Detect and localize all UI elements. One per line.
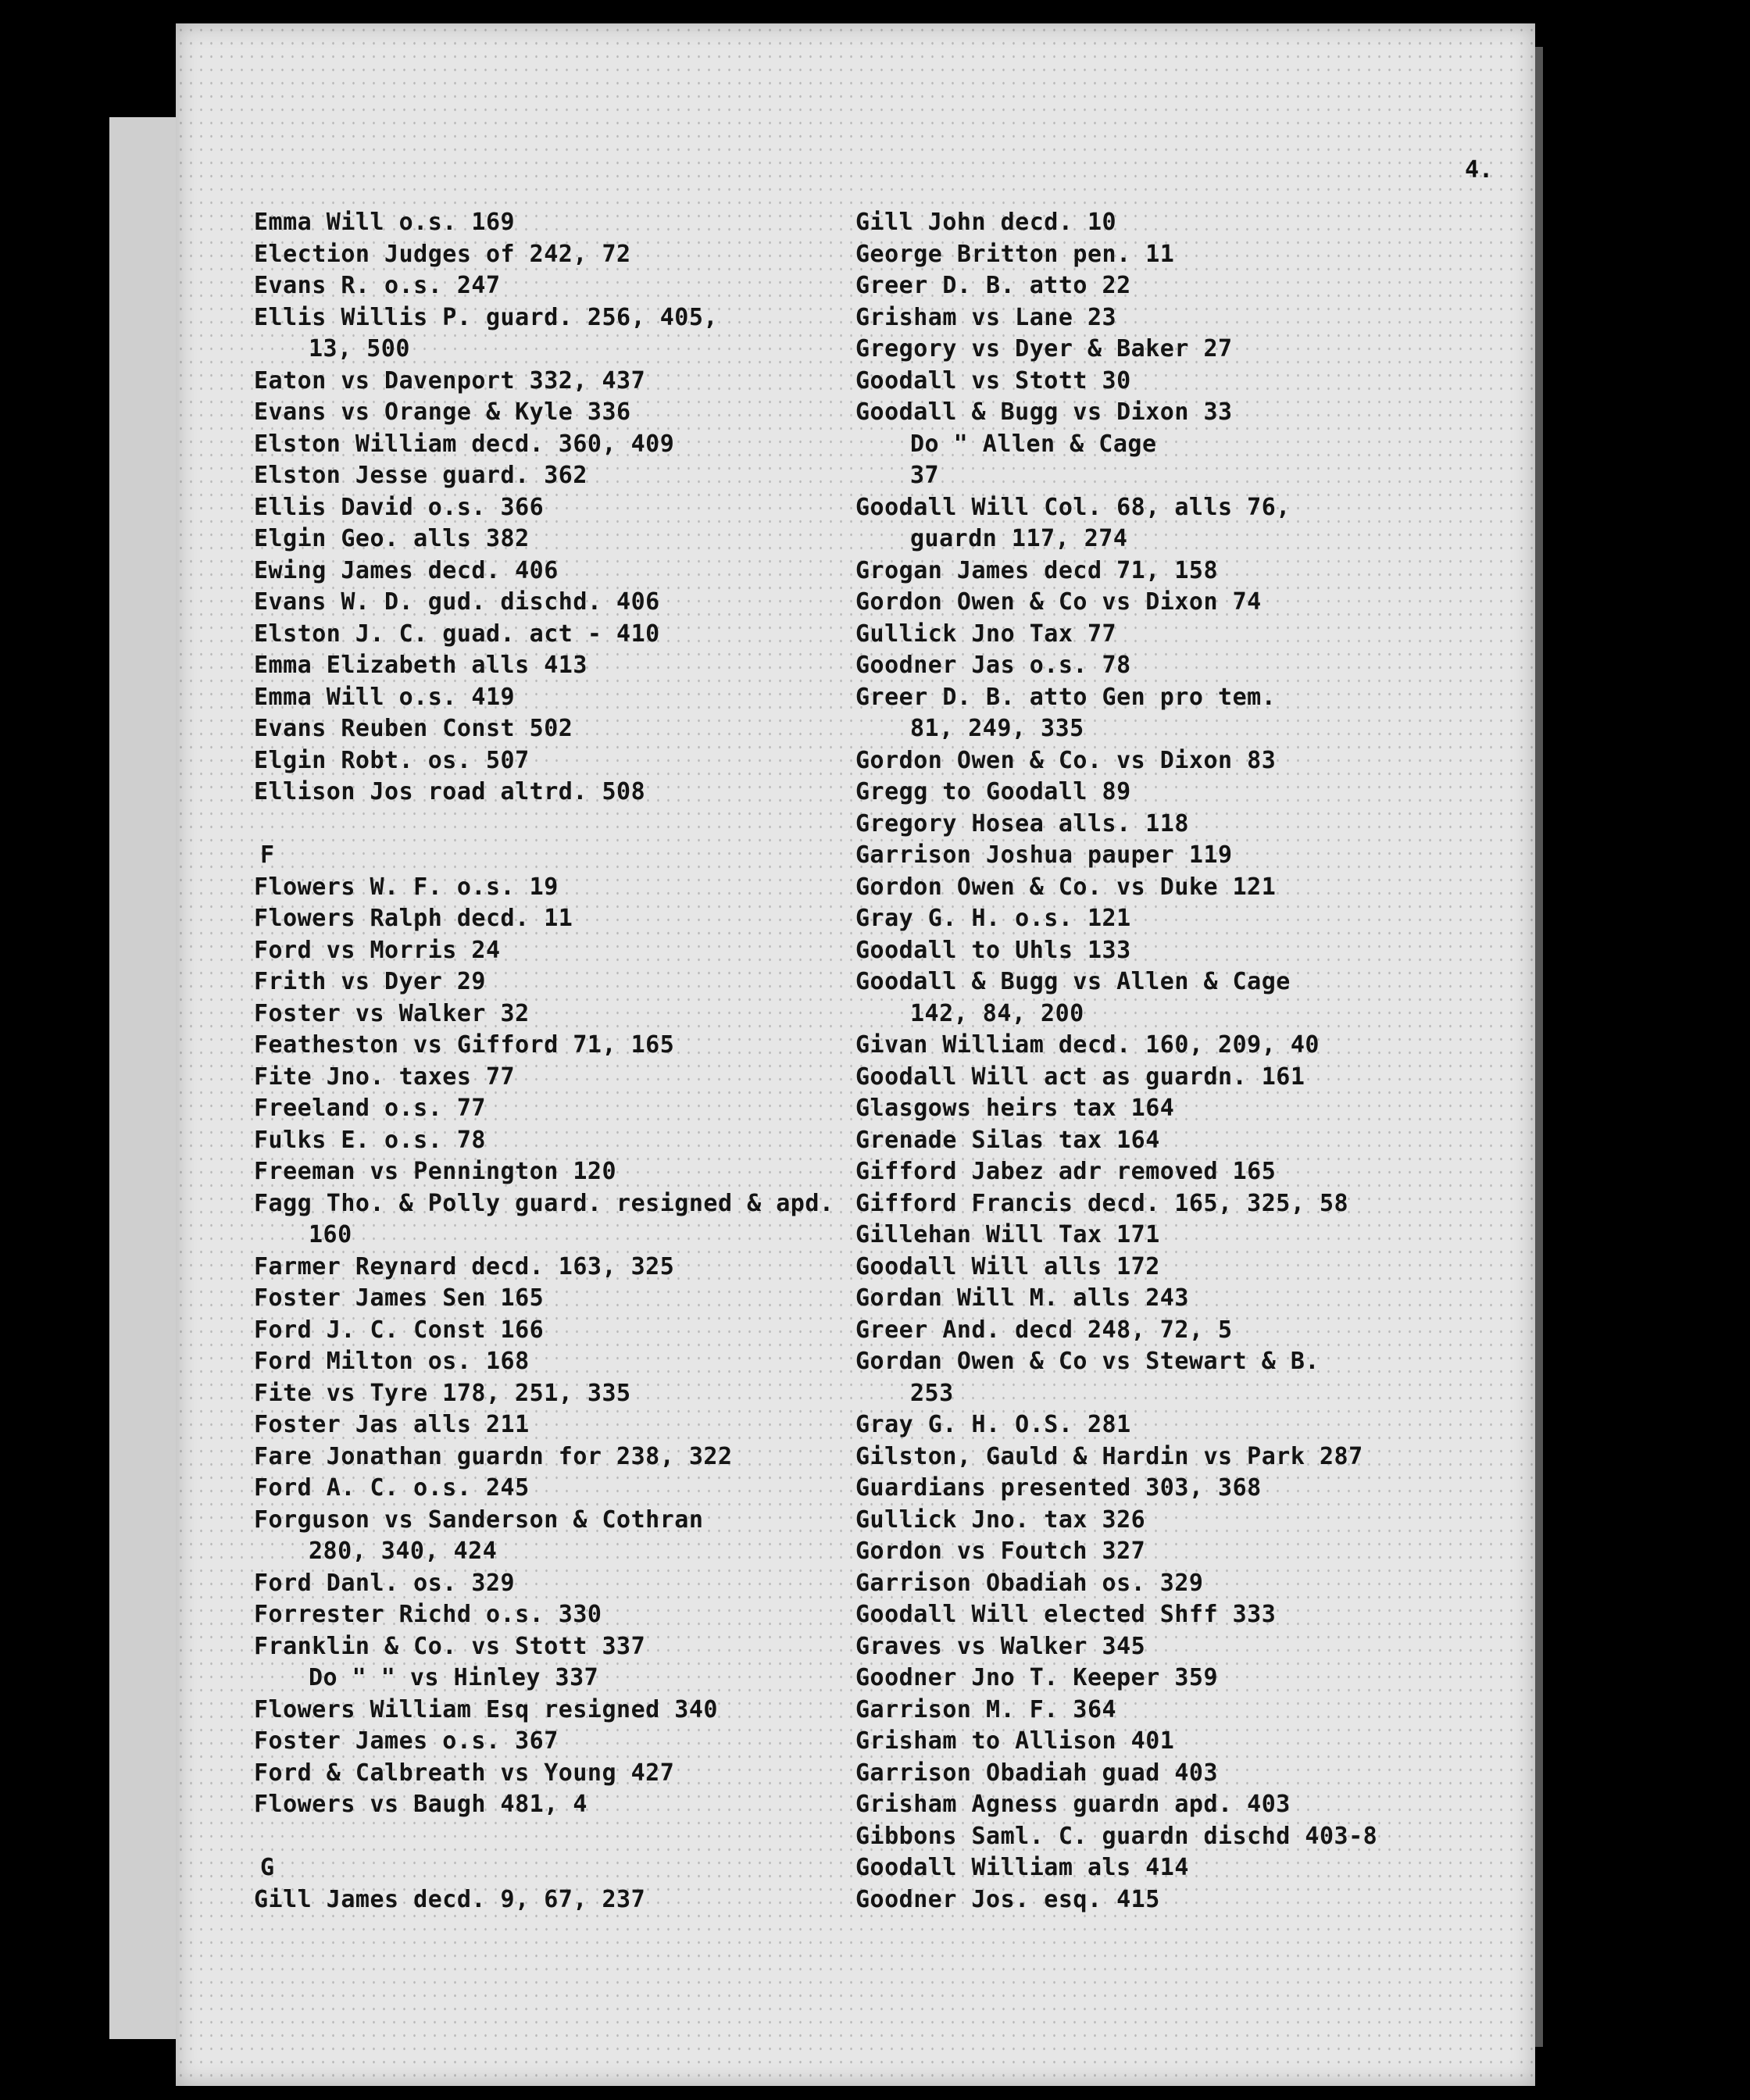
index-entry: Goodall Will elected Shff 333 — [855, 1601, 1277, 1628]
index-entry: Freeland o.s. 77 — [254, 1095, 486, 1122]
index-entry: 253 — [910, 1379, 954, 1407]
index-entry: Flowers vs Baugh 481, 4 — [254, 1791, 588, 1818]
index-entry: Foster James o.s. 367 — [254, 1727, 559, 1755]
index-entry: Ellis Willis P. guard. 256, 405, — [254, 303, 718, 331]
index-entry: Ellison Jos road altrd. 508 — [254, 778, 646, 805]
index-entry: Emma Will o.s. 419 — [254, 683, 516, 711]
index-entry: Ford A. C. o.s. 245 — [254, 1474, 530, 1502]
index-entry: Goodner Jno T. Keeper 359 — [855, 1664, 1219, 1691]
index-entry: Elgin Geo. alls 382 — [254, 525, 530, 552]
index-entry: Gullick Jno. tax 326 — [855, 1505, 1146, 1534]
index-entry: Flowers W. F. o.s. 19 — [254, 873, 559, 901]
right-column — [855, 207, 1527, 1916]
index-entry: Gray G. H. o.s. 121 — [855, 905, 1131, 932]
index-entry: Goodall Will alls 172 — [855, 1252, 1160, 1280]
index-entry: Graves vs Walker 345 — [855, 1632, 1146, 1660]
index-entry: Gregory Hosea alls. 118 — [855, 809, 1189, 838]
index-entry: Garrison Joshua pauper 119 — [855, 841, 1233, 869]
index-entry: Featheston vs Gifford 71, 165 — [254, 1031, 675, 1059]
index-entry: Elston J. C. guad. act - 410 — [254, 620, 660, 648]
index-entry: Gill James decd. 9, 67, 237 — [254, 1885, 646, 1913]
index-entry: Goodall & Bugg vs Allen & Cage — [855, 968, 1291, 995]
index-entry: Greer D. B. atto Gen pro tem. — [855, 683, 1277, 711]
index-entry: Foster vs Walker 32 — [254, 999, 530, 1027]
index-entry: Gifford Jabez adr removed 165 — [855, 1158, 1277, 1185]
index-entry: Fulks E. o.s. 78 — [254, 1126, 486, 1154]
index-entry: Ford Danl. os. 329 — [254, 1569, 516, 1597]
index-entry: Goodall Will act as guardn. 161 — [855, 1062, 1305, 1091]
index-entry: Goodall vs Stott 30 — [855, 366, 1131, 395]
index-entry: Guardians presented 303, 368 — [855, 1474, 1262, 1502]
index-entry: Fagg Tho. & Polly guard. resigned & apd. — [254, 1189, 834, 1217]
index-entry: Evans vs Orange & Kyle 336 — [254, 398, 631, 426]
index-entry: Greer And. decd 248, 72, 5 — [855, 1316, 1233, 1344]
index-entry: Gordon Owen & Co vs Dixon 74 — [855, 588, 1262, 616]
index-entry: Gill John decd. 10 — [855, 209, 1117, 236]
index-entry: Gregg to Goodall 89 — [855, 778, 1131, 805]
index-entry: Fite Jno. taxes 77 — [254, 1062, 516, 1091]
index-entry: Ford J. C. Const 166 — [254, 1316, 545, 1344]
index-entry: Eaton vs Davenport 332, 437 — [254, 366, 646, 395]
index-entry: Do " " vs Hinley 337 — [309, 1664, 599, 1691]
page-number: 4. — [1465, 156, 1494, 184]
index-entry: 160 — [309, 1221, 352, 1248]
index-entry: Flowers Ralph decd. 11 — [254, 905, 573, 932]
index-entry: Gordon vs Foutch 327 — [855, 1538, 1146, 1565]
index-entry: Gordan Owen & Co vs Stewart & B. — [855, 1348, 1320, 1375]
index-entry: Ford vs Morris 24 — [254, 936, 501, 964]
index-entry: George Britton pen. 11 — [855, 240, 1175, 268]
index-entry: Elgin Robt. os. 507 — [254, 746, 530, 774]
index-entry: Forrester Richd o.s. 330 — [254, 1601, 602, 1628]
index-entry: Evans Reuben Const 502 — [254, 715, 573, 742]
index-entry: Garrison Obadiah os. 329 — [855, 1569, 1204, 1597]
index-entry: Election Judges of 242, 72 — [254, 240, 631, 268]
index-entry: 37 — [910, 462, 940, 489]
index-entry: Evans R. o.s. 247 — [254, 272, 501, 299]
index-entry: Garrison Obadiah guad 403 — [855, 1759, 1219, 1787]
index-entry: Foster James Sen 165 — [254, 1284, 545, 1312]
index-entry: Goodall Will Col. 68, alls 76, — [855, 493, 1291, 521]
page-edge — [1535, 47, 1543, 2047]
index-entry: Flowers William Esq resigned 340 — [254, 1695, 718, 1723]
section-letter: F — [260, 841, 275, 869]
blank-line — [254, 1821, 848, 1853]
index-entry: Givan William decd. 160, 209, 40 — [855, 1031, 1320, 1059]
index-entry: Emma Elizabeth alls 413 — [254, 652, 588, 679]
index-entry: Forguson vs Sanderson & Cothran — [254, 1505, 704, 1534]
index-entry: Gifford Francis decd. 165, 325, 58 — [855, 1189, 1349, 1217]
index-entry: Garrison M. F. 364 — [855, 1695, 1117, 1723]
index-entry: 13, 500 — [309, 335, 410, 362]
index-entry: Goodall to Uhls 133 — [855, 936, 1131, 964]
section-letter: G — [260, 1854, 275, 1881]
index-entry: guardn 117, 274 — [910, 525, 1128, 552]
index-entry: Emma Will o.s. 169 — [254, 209, 516, 236]
index-entry: Gordan Will M. alls 243 — [855, 1284, 1189, 1312]
index-entry: Freeman vs Pennington 120 — [254, 1158, 617, 1185]
index-entry: Gullick Jno Tax 77 — [855, 620, 1117, 648]
index-entry: 81, 249, 335 — [910, 715, 1084, 742]
index-entry: Grisham vs Lane 23 — [855, 303, 1117, 331]
index-entry: Goodall & Bugg vs Dixon 33 — [855, 398, 1233, 426]
index-entry: Gray G. H. O.S. 281 — [855, 1411, 1131, 1438]
index-entry: Evans W. D. gud. dischd. 406 — [254, 588, 660, 616]
index-entry: Grogan James decd 71, 158 — [855, 556, 1219, 584]
index-entry: Gibbons Saml. C. guardn dischd 403-8 — [855, 1822, 1378, 1850]
index-entry: Grisham Agness guardn apd. 403 — [855, 1791, 1291, 1818]
index-entry: Frith vs Dyer 29 — [254, 968, 486, 995]
index-entry: Ewing James decd. 406 — [254, 556, 559, 584]
index-entry: Elston Jesse guard. 362 — [254, 462, 588, 489]
index-entry: Farmer Reynard decd. 163, 325 — [254, 1252, 675, 1280]
index-entry: Gillehan Will Tax 171 — [855, 1221, 1160, 1248]
index-entry: Fite vs Tyre 178, 251, 335 — [254, 1379, 631, 1407]
index-entry: Grenade Silas tax 164 — [855, 1126, 1160, 1154]
index-entry: Goodner Jos. esq. 415 — [855, 1885, 1160, 1913]
index-entry: Fare Jonathan guardn for 238, 322 — [254, 1442, 733, 1470]
index-entry: Gordon Owen & Co. vs Dixon 83 — [855, 746, 1277, 774]
index-entry: Elston William decd. 360, 409 — [254, 430, 675, 458]
index-entry: Gilston, Gauld & Hardin vs Park 287 — [855, 1442, 1363, 1470]
index-entry: Franklin & Co. vs Stott 337 — [254, 1632, 646, 1660]
index-entry: Greer D. B. atto 22 — [855, 272, 1131, 299]
index-entry: Grisham to Allison 401 — [855, 1727, 1175, 1755]
index-entry: Gregory vs Dyer & Baker 27 — [855, 335, 1233, 362]
blank-line — [254, 809, 848, 841]
index-entry: Foster Jas alls 211 — [254, 1411, 530, 1438]
left-column — [254, 207, 848, 1916]
index-entry: Ford Milton os. 168 — [254, 1348, 530, 1375]
index-entry: Gordon Owen & Co. vs Duke 121 — [855, 873, 1277, 901]
index-entry: Ellis David o.s. 366 — [254, 493, 545, 521]
index-entry: Goodall William als 414 — [855, 1854, 1189, 1881]
index-page — [176, 23, 1535, 2086]
index-entry: Ford & Calbreath vs Young 427 — [254, 1759, 675, 1787]
index-entry: Goodner Jas o.s. 78 — [855, 652, 1131, 679]
index-entry: 142, 84, 200 — [910, 999, 1084, 1027]
index-entry: 280, 340, 424 — [309, 1538, 498, 1565]
index-entry: Do " Allen & Cage — [910, 430, 1157, 458]
index-entry: Glasgows heirs tax 164 — [855, 1095, 1175, 1122]
